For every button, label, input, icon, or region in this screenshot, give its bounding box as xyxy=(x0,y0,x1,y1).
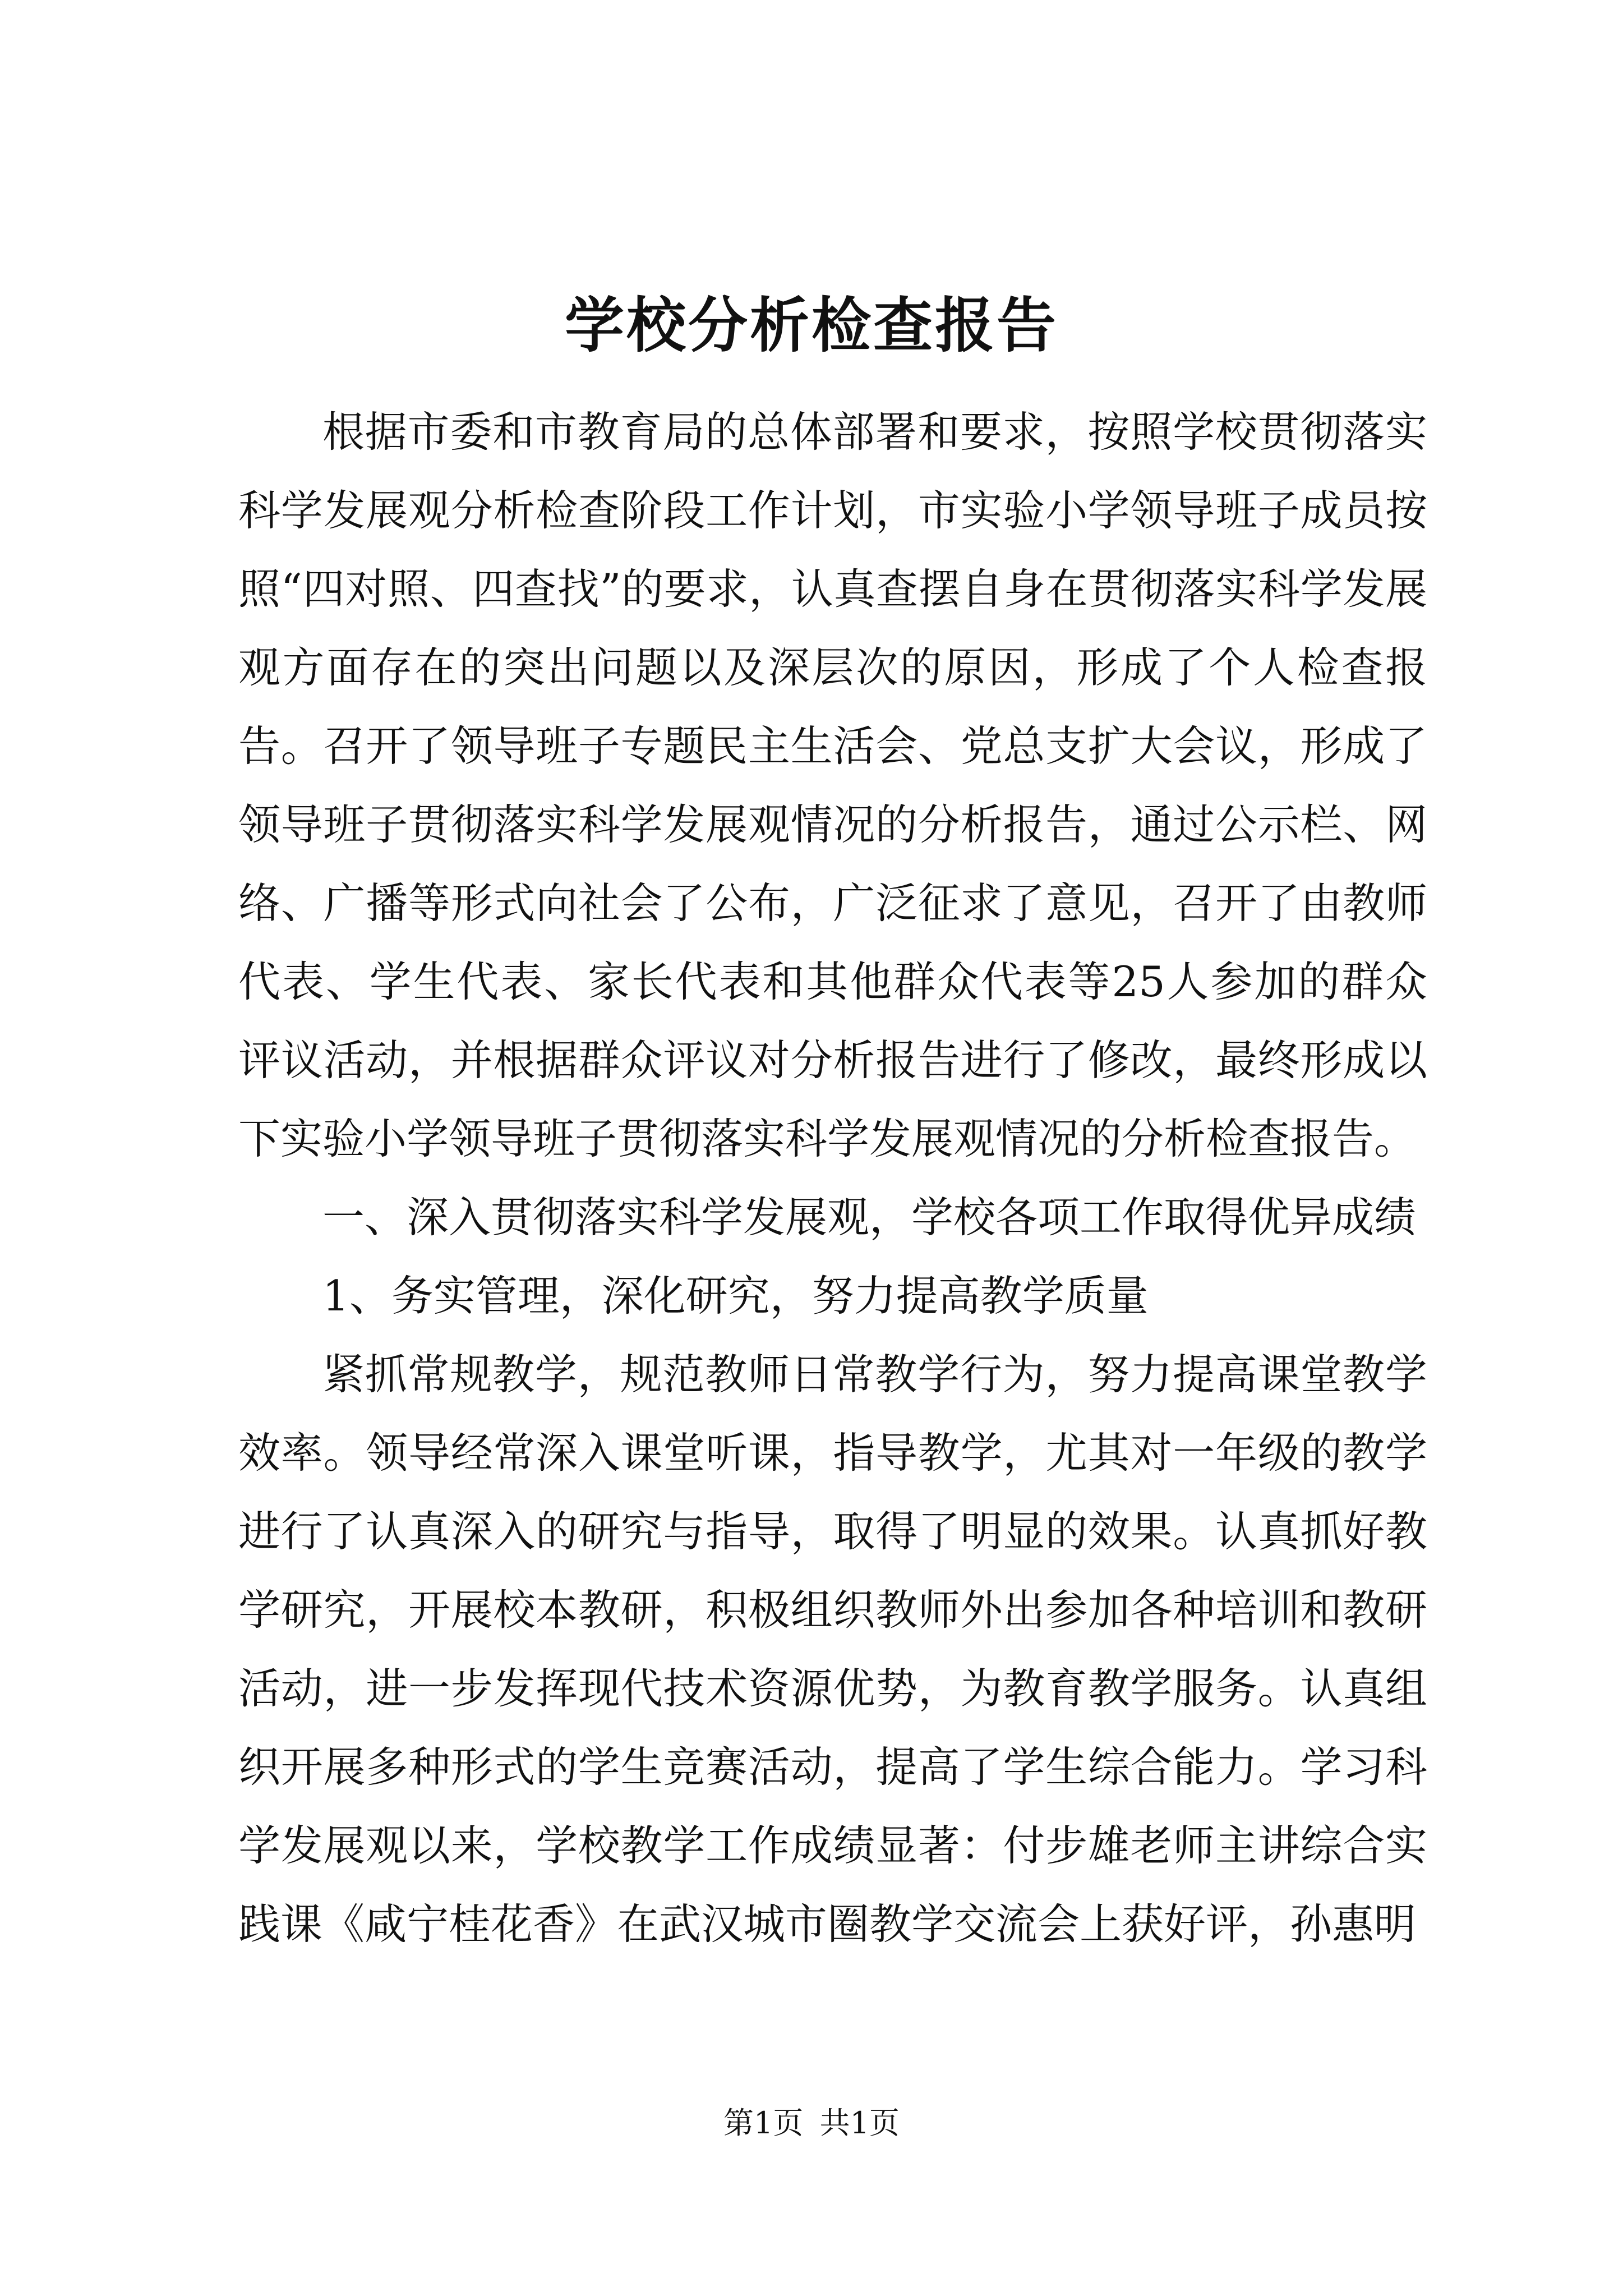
section-heading: 一、深入贯彻落实科学发展观，学校各项工作取得优异成绩 xyxy=(322,1193,1417,1242)
body-paragraph: 紧抓常规教学，规范教师日常教学行为，努力提高课堂教学效率。领导经常深入课堂听课，指导教学，尤其对一年级的教学进行了认真深入的研究与指导，取得了明显的效果。认真抓好教学研究，开展校本教研，积极组织教师外出参加各种培训和教研活动，进一步发挥现代技术资源优势，为教育教学服务。认真组织开展多种形式的学生竞赛活动，提高了学生综合能力。学习科学发展观以来，学校教学工作成绩显著：付步雄老师主讲综合实践课《咸宁桂花香》在武汉城市圈教学交流会上获好评，孙惠明 xyxy=(238,1350,1427,1949)
page-footer xyxy=(0,2101,1623,2146)
document-body xyxy=(238,393,1427,1963)
page-total: 共1页 xyxy=(819,2105,900,2141)
document-title: 学校分析检查报告 xyxy=(565,290,1058,360)
intro-paragraph: 根据市委和市教育局的总体部署和要求，按照学校贯彻落实科学发展观分析检查阶段工作计划，市实验小学领导班子成员按照“四对照、四查找”的要求，认真查摆自身在贯彻落实科学发展观方面存在的突出问题以及深层次的原因，形成了个人检查报告。召开了领导班子专题民主生活会、党总支扩大会议，形成了领导班子贯彻落实科学发展观情况的分析报告，通过公示栏、网络、广播等形式向社会了公布，广泛征求了意见，召开了由教师代表、学生代表、家长代表和其他群众代表等25人参加的群众评议活动，并根据群众评议对分析报告进行了修改，最终形成以下实验小学领导班子贯彻落实科学发展观情况的分析检查报告。 xyxy=(238,407,1427,1163)
page-number: 第1页 xyxy=(723,2105,804,2141)
subsection-heading: 1、务实管理，深化研究，努力提高教学质量 xyxy=(322,1271,1149,1320)
